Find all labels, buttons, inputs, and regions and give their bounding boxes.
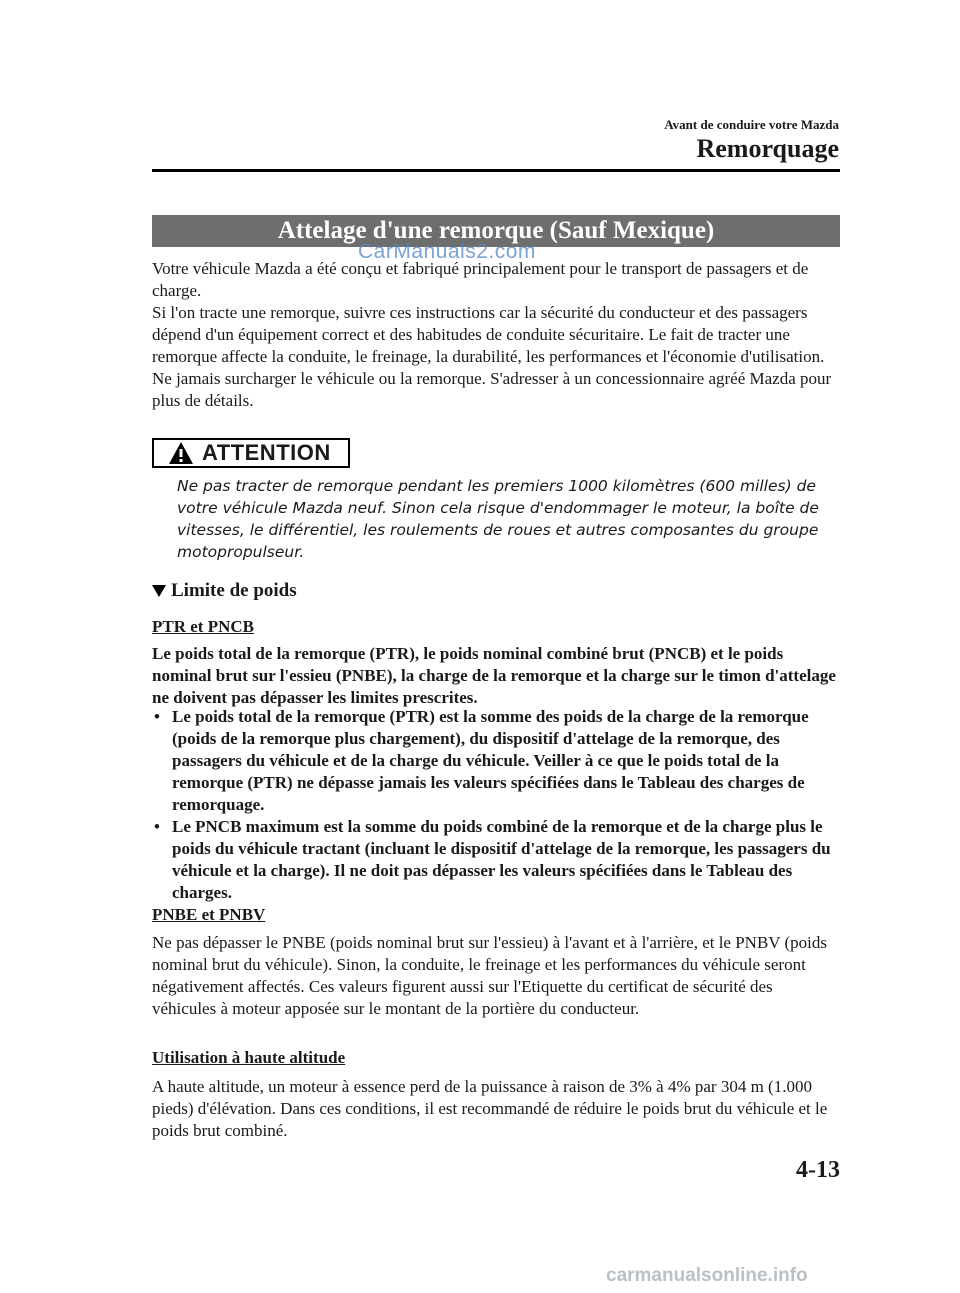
attention-text: Ne pas tracter de remorque pendant les premiers 1000 kilomètres (600 milles) de votre véhicule Mazda neuf. Sinon cela risque d'endommager le moteur, la boîte de vitesses, le différentiel, les roulements de roues et autres composantes du groupe motopropulseur. xyxy=(177,477,819,561)
list-item xyxy=(152,816,840,904)
pnbe-text: Ne pas dépasser le PNBE (poids nominal brut sur l'essieu) à l'avant et à l'arrière, et le PNBV (poids nominal brut du véhicule). Sinon, la conduite, le freinage et les performances du véhicule seront négativement affectés. Ces valeurs figurent aussi sur l'Etiquette du certificat de sécurité des véhicules à moteur apposée sur le montant de la portière du conducteur. xyxy=(152,933,828,1018)
section-title: Attelage d'une remorque (Sauf Mexique) xyxy=(152,215,840,247)
attention-box xyxy=(152,438,350,468)
bullet-icon: • xyxy=(154,707,160,726)
watermark-top: CarManuals2.com xyxy=(358,240,536,263)
ptr-heading: PTR et PNCB xyxy=(152,617,254,636)
intro-paragraph-3: Ne jamais surcharger le véhicule ou la remorque. S'adresser à un concessionnaire agréé Mazda pour plus de détails. xyxy=(152,369,832,410)
subsection-limite-de-poids xyxy=(152,580,297,602)
bullet-text: Le PNCB maximum est la somme du poids combiné de la remorque et de la charge plus le poids du véhicule tractant (incluant le dispositif d'attelage de la remorque, les passagers du véhicule et la charge). Il ne doit pas dépasser les valeurs spécifiées dans le Tableau des charges. xyxy=(172,817,831,902)
bullet-text: Le poids total de la remorque (PTR) est la somme des poids de la charge de la remorque (poids de la remorque plus chargement), du dispositif d'attelage de la remorque, des passagers du véhicule et de la charge du véhicule. Veiller à ce que le poids total de la remorque (PTR) ne dépasse jamais les valeurs spécifiées dans le Tableau des charges de remorquage. xyxy=(172,707,809,814)
bullet-list xyxy=(152,706,840,904)
warning-icon xyxy=(168,441,194,465)
ptr-text: Le poids total de la remorque (PTR), le poids nominal combiné brut (PNCB) et le poids nominal brut sur l'essieu (PNBE), la charge de la remorque et la charge sur le timon d'attelage ne doivent pas dépasser les limites prescrites. xyxy=(152,644,836,707)
header-title: Remorquage xyxy=(696,134,839,163)
intro-paragraph-1: Votre véhicule Mazda a été conçu et fabriqué principalement pour le transport de passagers et de charge. xyxy=(152,259,809,300)
footer-watermark: carmanualsonline.info xyxy=(606,1265,808,1286)
page-number: 4-13 xyxy=(796,1157,840,1183)
altitude-heading: Utilisation à haute altitude xyxy=(152,1048,346,1067)
triangle-down-icon xyxy=(152,584,166,598)
altitude-text: A haute altitude, un moteur à essence perd de la puissance à raison de 3% à 4% par 304 m (1.000 pieds) d'élévation. Dans ces conditions, il est recommandé de réduire le poids brut du véhicule et le poids brut combiné. xyxy=(152,1077,828,1140)
attention-label: ATTENTION xyxy=(202,440,331,465)
bullet-icon: • xyxy=(154,817,160,836)
intro-text xyxy=(152,258,840,412)
pnbe-heading: PNBE et PNBV xyxy=(152,905,266,924)
list-item xyxy=(152,706,840,816)
header-subtitle: Avant de conduire votre Mazda xyxy=(664,117,839,132)
subsection-title: Limite de poids xyxy=(171,580,297,601)
header-rule xyxy=(152,169,840,172)
intro-paragraph-2: Si l'on tracte une remorque, suivre ces instructions car la sécurité du conducteur et des passagers dépend d'un équipement correct et des habitudes de conduite sécuritaire. Le fait de tracter une remorque affecte la conduite, le freinage, la durabilité, les performances et l'économie d'utilisation. xyxy=(152,303,825,366)
